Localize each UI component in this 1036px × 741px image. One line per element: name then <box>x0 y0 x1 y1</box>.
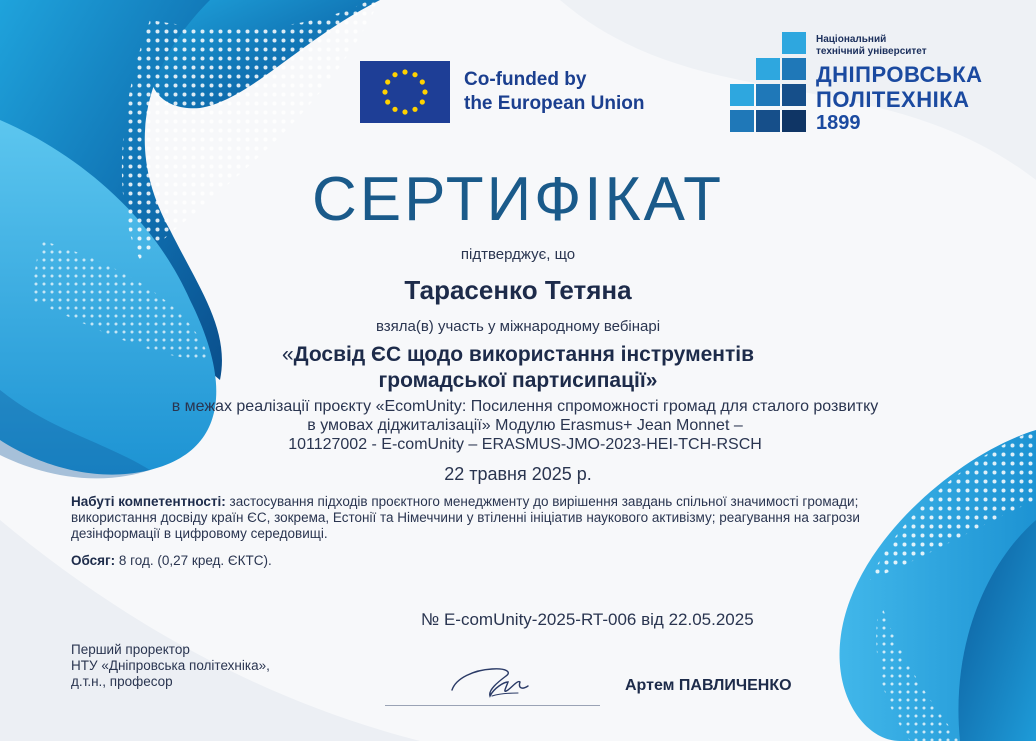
signature-line <box>385 705 600 706</box>
university-squares-icon <box>730 32 810 136</box>
signer-position <box>71 642 270 690</box>
participation-text: взяла(в) участь у міжнародному вебінарі <box>375 318 661 335</box>
project-line3: 101127002 - E-comUnity – ERASMUS-JMO-2023-HEI-TCH-RSCH <box>288 436 762 453</box>
university-type <box>816 34 927 58</box>
project-line1: в межах реалізації проєкту «EcomUnity: Посилення спроможності громад для сталого розвитку <box>171 398 879 415</box>
university-name-line1: ДНІПРОВСЬКА <box>816 62 983 87</box>
signer-line2: НТУ «Дніпровська політехніка», <box>71 658 270 673</box>
signer-last-name: ПАВЛИЧЕНКО <box>678 677 792 694</box>
project-line2: в умовах діджиталізації» Модулю Erasmus+ Jean Monnet – <box>307 417 743 434</box>
volume-label: Обсяг: <box>71 553 116 568</box>
certificate-title: СЕРТИФІКАТ <box>312 165 724 234</box>
university-name <box>816 62 983 112</box>
university-year: 1899 <box>816 112 861 134</box>
webinar-title <box>0 342 1036 394</box>
webinar-title-line2: громадської партисипації» <box>378 369 658 392</box>
signer-first-name: Артем <box>625 677 679 694</box>
project-description <box>80 397 970 454</box>
volume <box>71 553 272 568</box>
eu-text-line2: the European Union <box>464 93 645 114</box>
volume-text: 8 год. (0,27 кред. ЄКТС). <box>115 553 272 568</box>
eu-logo-text <box>464 68 645 116</box>
signer-name <box>625 677 792 695</box>
university-name-line2: ПОЛІТЕХНІКА <box>816 87 970 112</box>
signer-line3: д.т.н., професор <box>71 674 173 689</box>
eu-text-line1: Co-funded by <box>464 69 587 90</box>
webinar-title-line1 <box>0 342 1036 368</box>
confirms-text: підтверджує, що <box>460 246 576 263</box>
university-logo <box>730 32 1000 136</box>
certificate-number: № E-comUnity-2025-RT-006 від 22.05.2025 <box>421 610 754 629</box>
competences-text: застосування підходів проєктного менеджменту до вирішення завдань спільної значимості громади; використання досвіду країн ЄС, зокрема, Естонії та Німеччини у втіленні ініціатив наукового активізму; реагування на загрози дезінформації в цифровому середовищі. <box>71 494 860 541</box>
webinar-title-line1-text: Досвід ЄС щодо використання інструментів <box>293 343 755 366</box>
signature-icon <box>448 660 538 702</box>
signer-line1: Перший проректор <box>71 642 190 657</box>
competences-label: Набуті компетентності: <box>71 494 226 509</box>
competences <box>71 494 881 542</box>
recipient-name: Тарасенко Тетяна <box>404 275 632 305</box>
webinar-quote-open: « <box>281 343 294 366</box>
university-type-line1: Національний <box>816 34 887 45</box>
eu-flag-icon <box>360 61 450 123</box>
eu-logo <box>360 61 645 123</box>
event-date: 22 травня 2025 р. <box>444 464 592 484</box>
university-type-line2: технічний університет <box>816 46 927 57</box>
